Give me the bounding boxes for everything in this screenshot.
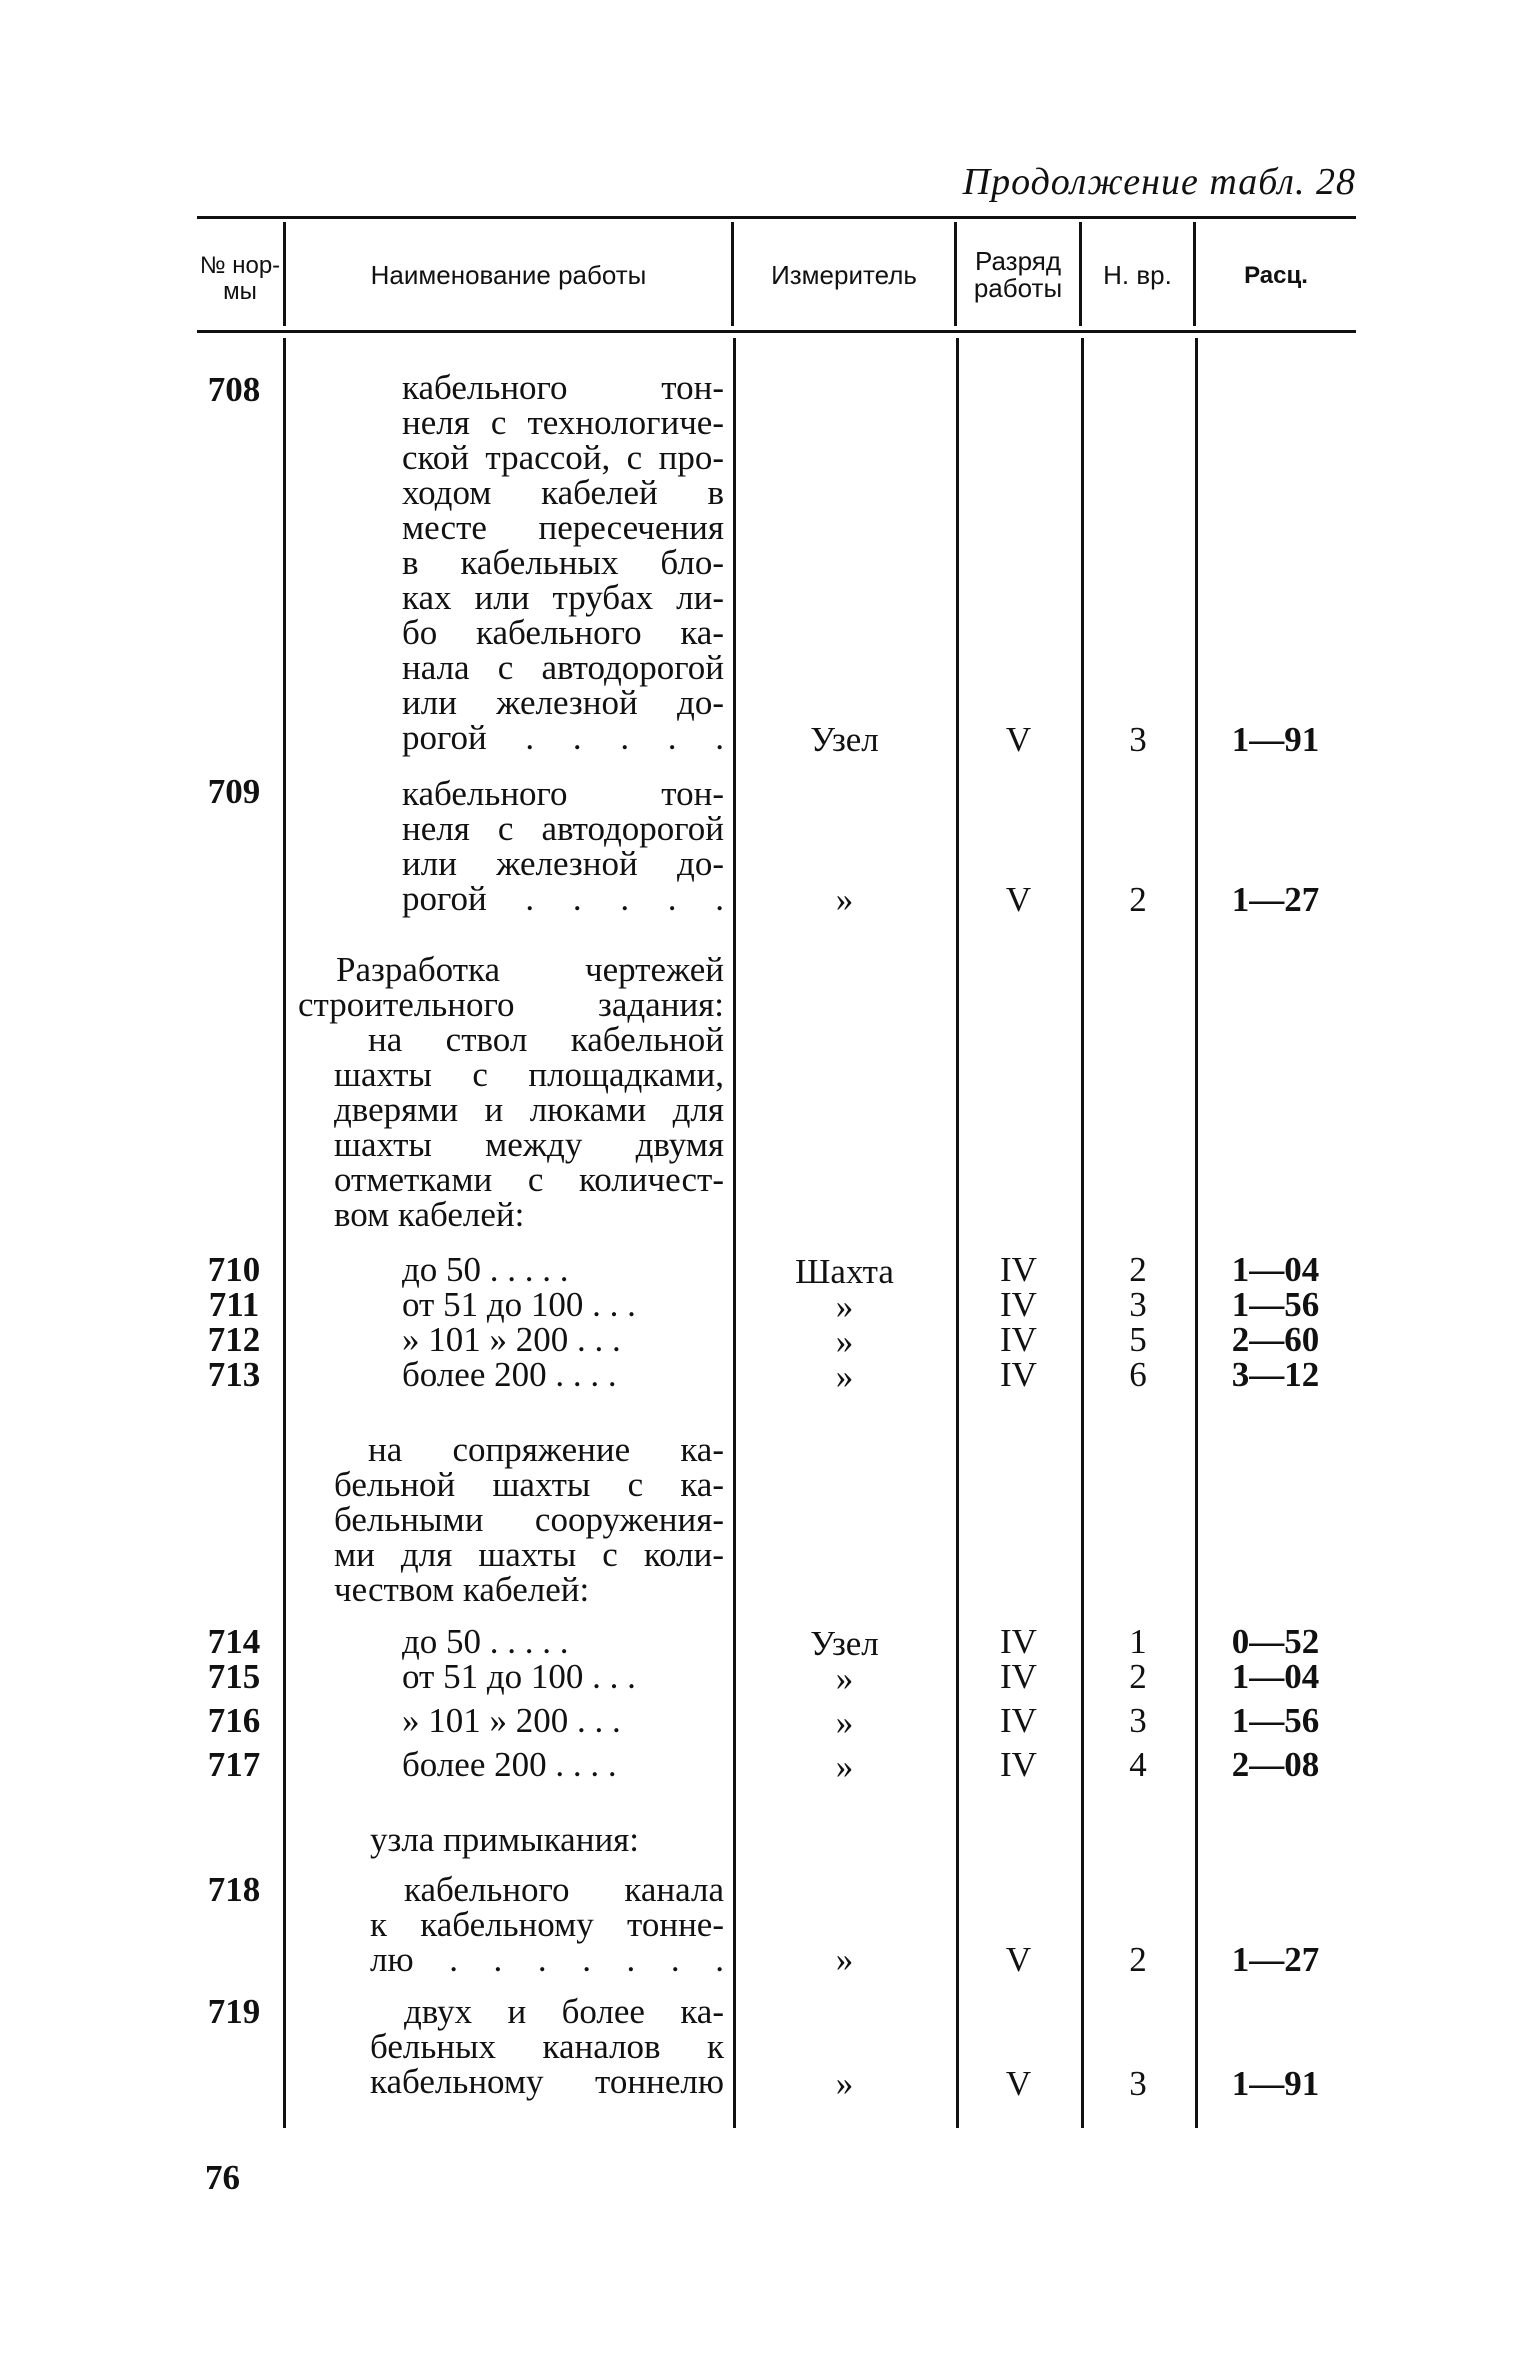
row-number: 713 (207, 1355, 261, 1394)
work-name: от 51 до 100 . . . (402, 1657, 636, 1696)
time-cell: 6 (1129, 1355, 1147, 1394)
header-grade: Разряд работы (973, 246, 1063, 303)
header-measure: Измеритель (771, 259, 917, 290)
column-divider (283, 338, 286, 2128)
header-price: Расц. (1244, 261, 1308, 289)
time-cell: 3 (1129, 1701, 1147, 1740)
row-number: 717 (207, 1745, 261, 1784)
text-line: чеством кабелей: (334, 1570, 590, 1609)
row-number: 711 (208, 1285, 260, 1324)
text-line: нала с автодорогой (402, 648, 724, 687)
grade-cell: IV (1000, 1285, 1037, 1324)
grade-cell: IV (1000, 1745, 1037, 1784)
measure-cell: » (835, 1703, 854, 1742)
work-name (370, 1872, 724, 1977)
row-number: 710 (207, 1250, 261, 1289)
text-line: рогой . . . . . (402, 718, 724, 757)
price-cell: 1—27 (1231, 1940, 1320, 1979)
grade-cell: IV (1000, 1622, 1037, 1661)
work-name (370, 1994, 724, 2099)
price-cell: 1—91 (1231, 2064, 1320, 2103)
work-name: более 200 . . . . (402, 1355, 617, 1394)
text-line: строительного задания: (298, 985, 724, 1024)
price-cell: 0—52 (1231, 1622, 1320, 1661)
time-cell: 3 (1129, 2064, 1147, 2103)
text-line: шахты между двумя (334, 1125, 724, 1164)
price-cell: 1—56 (1231, 1701, 1320, 1740)
price-cell: 3—12 (1231, 1355, 1320, 1394)
text-line: бельными сооружения- (334, 1500, 724, 1539)
work-name: » 101 » 200 . . . (402, 1320, 621, 1359)
measure-cell: Узел (810, 720, 879, 759)
grade-cell: V (1005, 2064, 1032, 2103)
text-line: бельных каналов к (370, 2027, 724, 2066)
column-divider (956, 338, 959, 2128)
time-cell: 2 (1129, 1657, 1147, 1696)
text-line: на ствол кабельной (368, 1020, 724, 1059)
row-number: 709 (207, 772, 261, 811)
row-number: 719 (207, 1992, 261, 2031)
price-cell: 1—04 (1231, 1657, 1320, 1696)
grade-cell: V (1005, 720, 1032, 759)
header-num: № нор- мы (199, 252, 281, 305)
text-line: ми для шахты с коли- (334, 1535, 724, 1574)
work-name: до 50 . . . . . (402, 1622, 569, 1661)
text-line: вом кабелей: (334, 1195, 525, 1234)
text-line: лю . . . . . . . (370, 1940, 724, 1979)
text-line: бо кабельного ка- (402, 613, 724, 652)
grade-cell: V (1005, 880, 1032, 919)
group-heading: узла примыкания: (370, 1820, 639, 1859)
text-line: к кабельному тонне- (370, 1905, 724, 1944)
row-number: 718 (207, 1870, 261, 1909)
header-rule (197, 330, 1356, 333)
text-line: в кабельных бло- (402, 543, 724, 582)
time-cell: 2 (1129, 1250, 1147, 1289)
price-cell: 1—27 (1231, 880, 1320, 919)
row-number: 708 (207, 370, 261, 409)
text-line: ской трассой, с про- (402, 438, 724, 477)
row-number: 716 (207, 1701, 261, 1740)
row-number: 714 (207, 1622, 261, 1661)
row-number: 712 (207, 1320, 261, 1359)
time-cell: 3 (1129, 720, 1147, 759)
top-rule (197, 216, 1356, 219)
group-heading (298, 952, 724, 1232)
text-line: кабельного тон- (402, 774, 724, 813)
group-heading (334, 1432, 724, 1607)
grade-cell: IV (1000, 1701, 1037, 1740)
row-number: 715 (207, 1657, 261, 1696)
measure-cell: » (835, 1940, 854, 1979)
price-cell: 1—56 (1231, 1285, 1320, 1324)
time-cell: 1 (1129, 1622, 1147, 1661)
time-cell: 3 (1129, 1285, 1147, 1324)
grade-cell: V (1005, 1940, 1032, 1979)
text-line: на сопряжение ка- (368, 1430, 724, 1469)
text-line: Разработка чертежей (336, 950, 724, 989)
measure-cell: Узел (810, 1624, 879, 1663)
measure-cell: » (835, 1322, 854, 1361)
price-cell: 1—04 (1231, 1250, 1320, 1289)
text-line: месте пересечения (402, 508, 724, 547)
text-line: кабельного канала (404, 1870, 724, 1909)
price-cell: 2—08 (1231, 1745, 1320, 1784)
text-line: шахты с площадками, (334, 1055, 724, 1094)
text-line: дверями и люками для (334, 1090, 724, 1129)
work-name (402, 776, 724, 916)
text-line: отметками с количест- (334, 1160, 724, 1199)
grade-cell: IV (1000, 1657, 1037, 1696)
text-line: неля с автодорогой (402, 809, 724, 848)
text-line: кабельного тон- (402, 368, 724, 407)
time-cell: 2 (1129, 1940, 1147, 1979)
column-divider (1195, 338, 1198, 2128)
grade-cell: IV (1000, 1320, 1037, 1359)
grade-cell: IV (1000, 1355, 1037, 1394)
price-cell: 1—91 (1231, 720, 1320, 759)
header-name: Наименование работы (370, 259, 647, 290)
text-line: ходом кабелей в (402, 473, 724, 512)
work-name: более 200 . . . . (402, 1745, 617, 1784)
grade-cell: IV (1000, 1250, 1037, 1289)
time-cell: 2 (1129, 880, 1147, 919)
text-line: неля с технологиче- (402, 403, 724, 442)
measure-cell: Шахта (795, 1252, 894, 1291)
column-divider (1081, 338, 1084, 2128)
measure-cell: » (835, 1357, 854, 1396)
work-name: до 50 . . . . . (402, 1250, 569, 1289)
work-name: » 101 » 200 . . . (402, 1701, 621, 1740)
time-cell: 5 (1129, 1320, 1147, 1359)
price-cell: 2—60 (1231, 1320, 1320, 1359)
text-line: ках или трубах ли- (402, 578, 724, 617)
measure-cell: » (835, 1747, 854, 1786)
text-line: кабельному тоннелю (370, 2062, 724, 2101)
text-line: или железной до- (402, 844, 724, 883)
header-time: Н. вр. (1103, 259, 1172, 290)
work-name (402, 370, 724, 755)
column-divider (733, 338, 736, 2128)
time-cell: 4 (1129, 1745, 1147, 1784)
measure-cell: » (835, 1287, 854, 1326)
page-number: 76 (205, 2158, 240, 2197)
measure-cell: » (835, 1659, 854, 1698)
measure-cell: » (835, 2064, 854, 2103)
text-line: или железной до- (402, 683, 724, 722)
text-line: рогой . . . . . (402, 879, 724, 918)
text-line: двух и более ка- (404, 1992, 724, 2031)
work-name: от 51 до 100 . . . (402, 1285, 636, 1324)
table-caption: Продолжение табл. 28 (962, 161, 1356, 203)
measure-cell: » (835, 880, 854, 919)
text-line: бельной шахты с ка- (334, 1465, 724, 1504)
